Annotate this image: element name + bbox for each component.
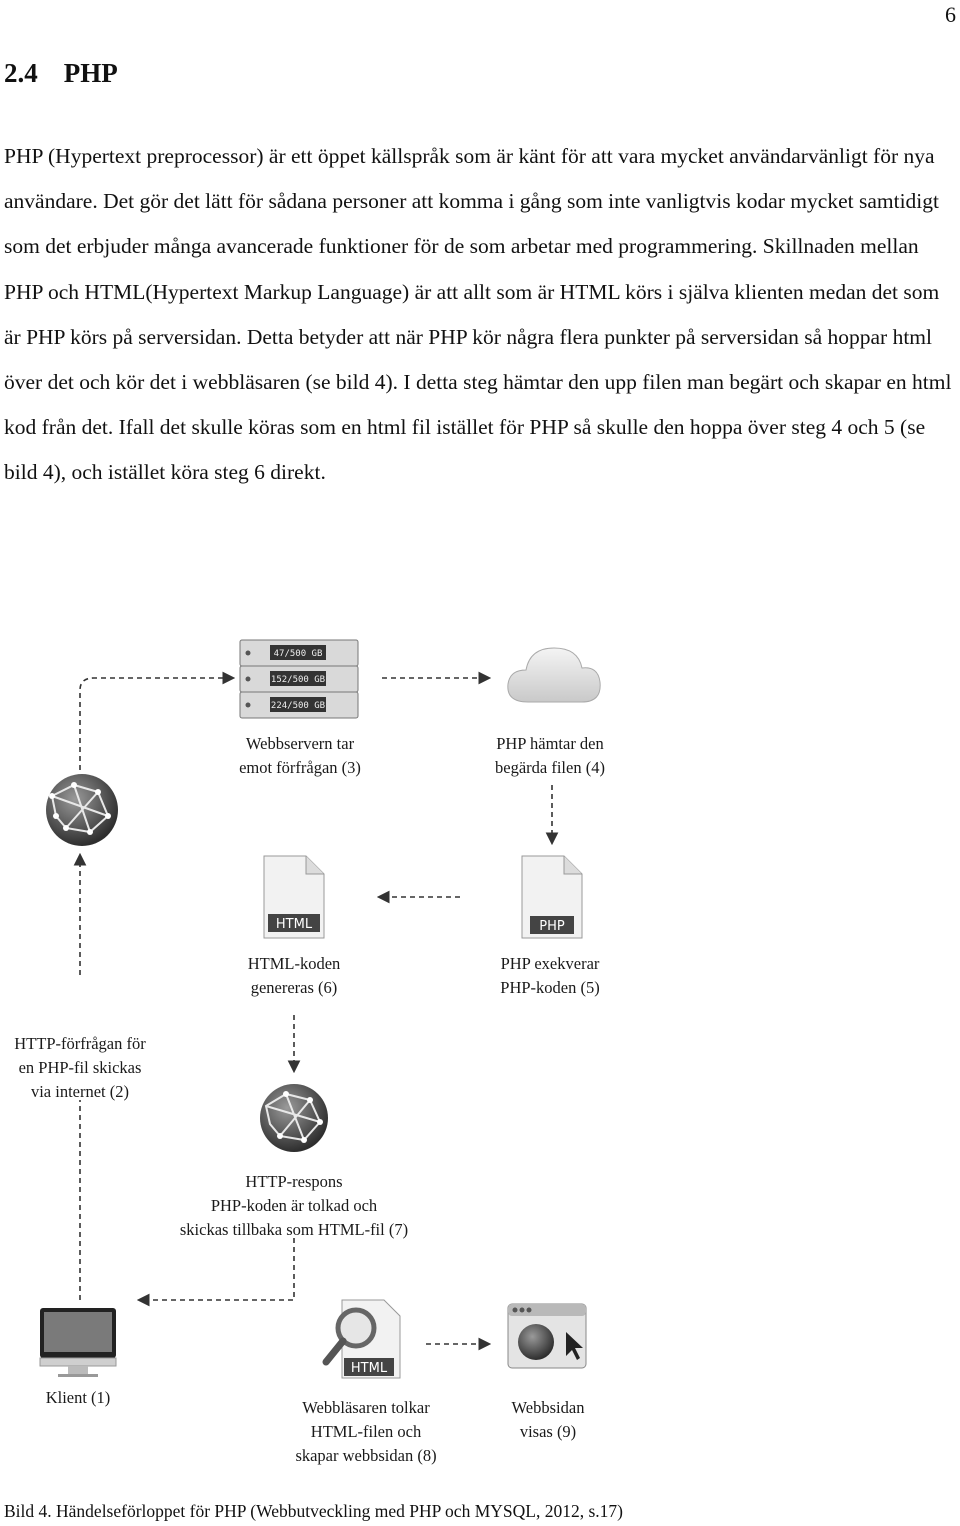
section-title: PHP [63, 58, 118, 88]
figure-caption: Bild 4. Händelseförloppet för PHP (Webbutveckling med PHP och MYSQL, 2012, s.17) [4, 1501, 623, 1521]
client-monitor-icon [40, 1308, 116, 1377]
section-heading [4, 58, 118, 89]
server-disk-2: 152/500 GB [270, 675, 326, 685]
server-disk-1: 47/500 GB [273, 649, 323, 659]
label-http-request: HTTP-förfrågan för en PHP-fil skickas via internet (2) [14, 1034, 146, 1101]
label-php-fetch: PHP hämtar den begärda filen (4) [495, 734, 605, 777]
webpage-window-icon [508, 1304, 586, 1368]
server-icon [240, 640, 358, 718]
php-file-badge: PHP [539, 919, 565, 934]
label-html-generated: HTML-koden genereras (6) [247, 954, 341, 997]
html-file-icon [264, 856, 324, 938]
label-php-exec: PHP exekverar PHP-koden (5) [500, 954, 600, 997]
body-paragraph: PHP (Hypertext preprocessor) är ett öppet källspråk som är känt för att vara mycket användarvänligt för nya användare. Det gör det lätt för sådana personer att komma i gång som inte vanligtvis kodar mycket samtidigt som det erbjuder många avancerade funktioner för de som arbetar med programmering. Skillnaden mellan PHP och HTML(Hypertext Markup Language) är att allt som är HTML körs i själva klienten medan det som är PHP körs på serversidan. Detta betyder att när PHP kör några flera punkter på serversidan så hoppar html över det och kör det i webbläsaren (se bild 4). I detta steg hämtar den upp filen man begärt och skapar en html kod från det. Ifall det skulle köras som en html fil istället för PHP så skulle den hoppa över steg 4 och 5 (se bild 4), och istället köra steg 6 direkt. [4, 144, 952, 485]
internet-globe-icon [46, 774, 118, 846]
page-number: 6 [945, 2, 956, 27]
php-file-icon [522, 856, 582, 938]
html-file-badge: HTML [275, 917, 313, 932]
section-number: 2.4 [4, 58, 38, 88]
label-client: Klient (1) [45, 1388, 111, 1407]
label-webpage: Webbsidan visas (9) [511, 1398, 585, 1441]
label-server: Webbservern tar emot förfrågan (3) [239, 734, 361, 777]
cloud-icon [508, 648, 600, 702]
browser-magnifier-icon [326, 1300, 400, 1378]
label-browser: Webbläsaren tolkar HTML-filen och skapar webbsidan (8) [295, 1398, 437, 1465]
server-disk-3: 224/500 GB [270, 701, 326, 711]
browser-html-badge: HTML [350, 1361, 388, 1376]
php-flow-diagram [0, 620, 960, 1480]
label-http-response: HTTP-respons PHP-koden är tolkad och skickas tillbaka som HTML-fil (7) [179, 1172, 409, 1239]
http-response-globe-icon [260, 1084, 328, 1152]
